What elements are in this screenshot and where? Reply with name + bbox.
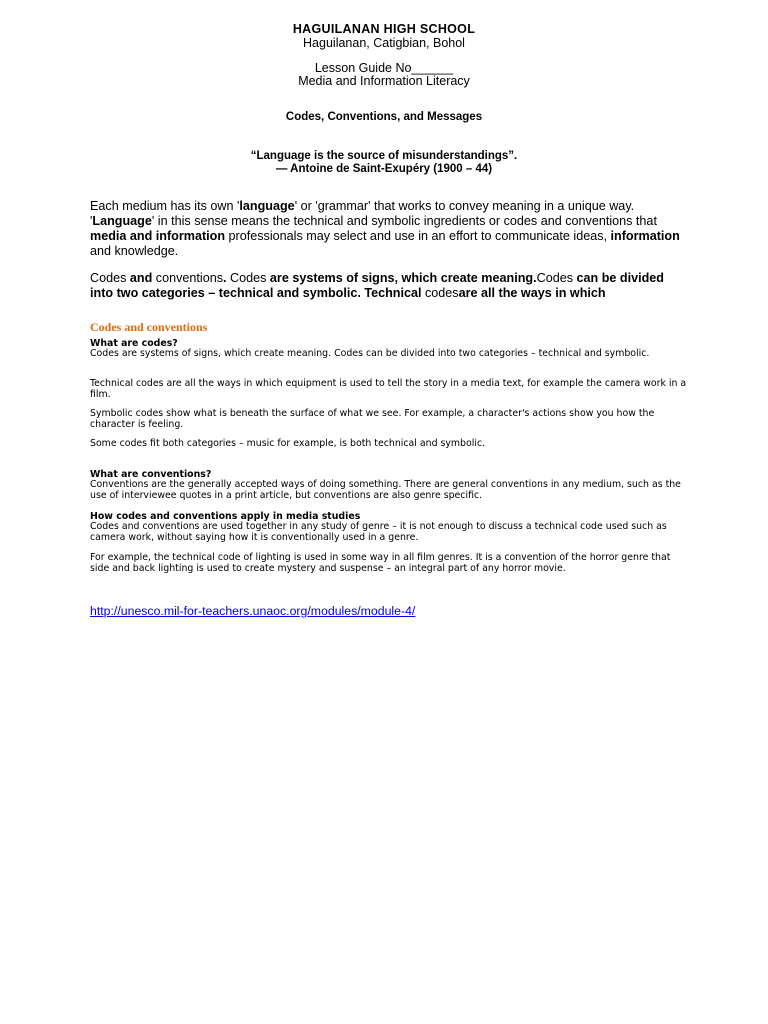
answer-what-are-conventions: Conventions are the generally accepted ways of doing something. There are general conventions in any medium, such as the use of interviewee quotes in a print article, but conventions are also genre specific. xyxy=(90,479,681,501)
subject-name: Media and Information Literacy xyxy=(298,74,470,88)
lighting-example-paragraph: For example, the technical code of lighting is used in some way in all film genres. It is a convention of the horror genre that side and back lighting is used to create mystery and suspense – an integral part of any horror movie. xyxy=(90,552,671,574)
codes-paragraph: Codes and conventions. Codes are systems of signs, which create meaning.Codes can be divided into two categories – technical and symbolic. Technical codesare all the ways in which xyxy=(90,271,664,300)
intro-paragraph: Each medium has its own 'language' or 'grammar' that works to convey meaning in a unique way. 'Language' in this sense means the technical and symbolic ingredients or codes and conventions that media and information professionals may select and use in an effort to communicate ideas, information and knowledge. xyxy=(90,199,680,258)
question-what-are-codes: What are codes? xyxy=(90,338,178,349)
lesson-guide-number: Lesson Guide No______ xyxy=(314,61,454,75)
reference-link[interactable]: http://unesco.mil-for-teachers.unaoc.org/modules/module-4/ xyxy=(90,604,416,618)
question-what-are-conventions: What are conventions? xyxy=(90,469,212,480)
answer-apply-in-media: Codes and conventions are used together in any study of genre – it is not enough to discuss a technical code used such as camera work, without saying how it is conventionally used in a genre. xyxy=(90,521,667,543)
lesson-title: Codes, Conventions, and Messages xyxy=(285,111,483,123)
question-apply-in-media: How codes and conventions apply in media studies xyxy=(90,511,361,522)
both-categories-paragraph: Some codes fit both categories – music for example, is both technical and symbolic. xyxy=(90,438,486,449)
quote-author: — Antoine de Saint-Exupéry (1900 – 44) xyxy=(275,163,493,175)
technical-codes-paragraph: Technical codes are all the ways in which equipment is used to tell the story in a media text, for example the camera work in a film. xyxy=(90,378,687,400)
section-heading: Codes and conventions xyxy=(90,320,208,334)
answer-what-are-codes: Codes are systems of signs, which create meaning. Codes can be divided into two categories – technical and symbolic. xyxy=(90,348,650,359)
symbolic-codes-paragraph: Symbolic codes show what is beneath the surface of what we see. For example, a character's actions show you how the character is feeling. xyxy=(90,408,655,430)
school-address: Haguilanan, Catigbian, Bohol xyxy=(303,36,465,50)
school-name: HAGUILANAN HIGH SCHOOL xyxy=(292,22,476,36)
quote-text: “Language is the source of misunderstandings”. xyxy=(250,150,518,162)
